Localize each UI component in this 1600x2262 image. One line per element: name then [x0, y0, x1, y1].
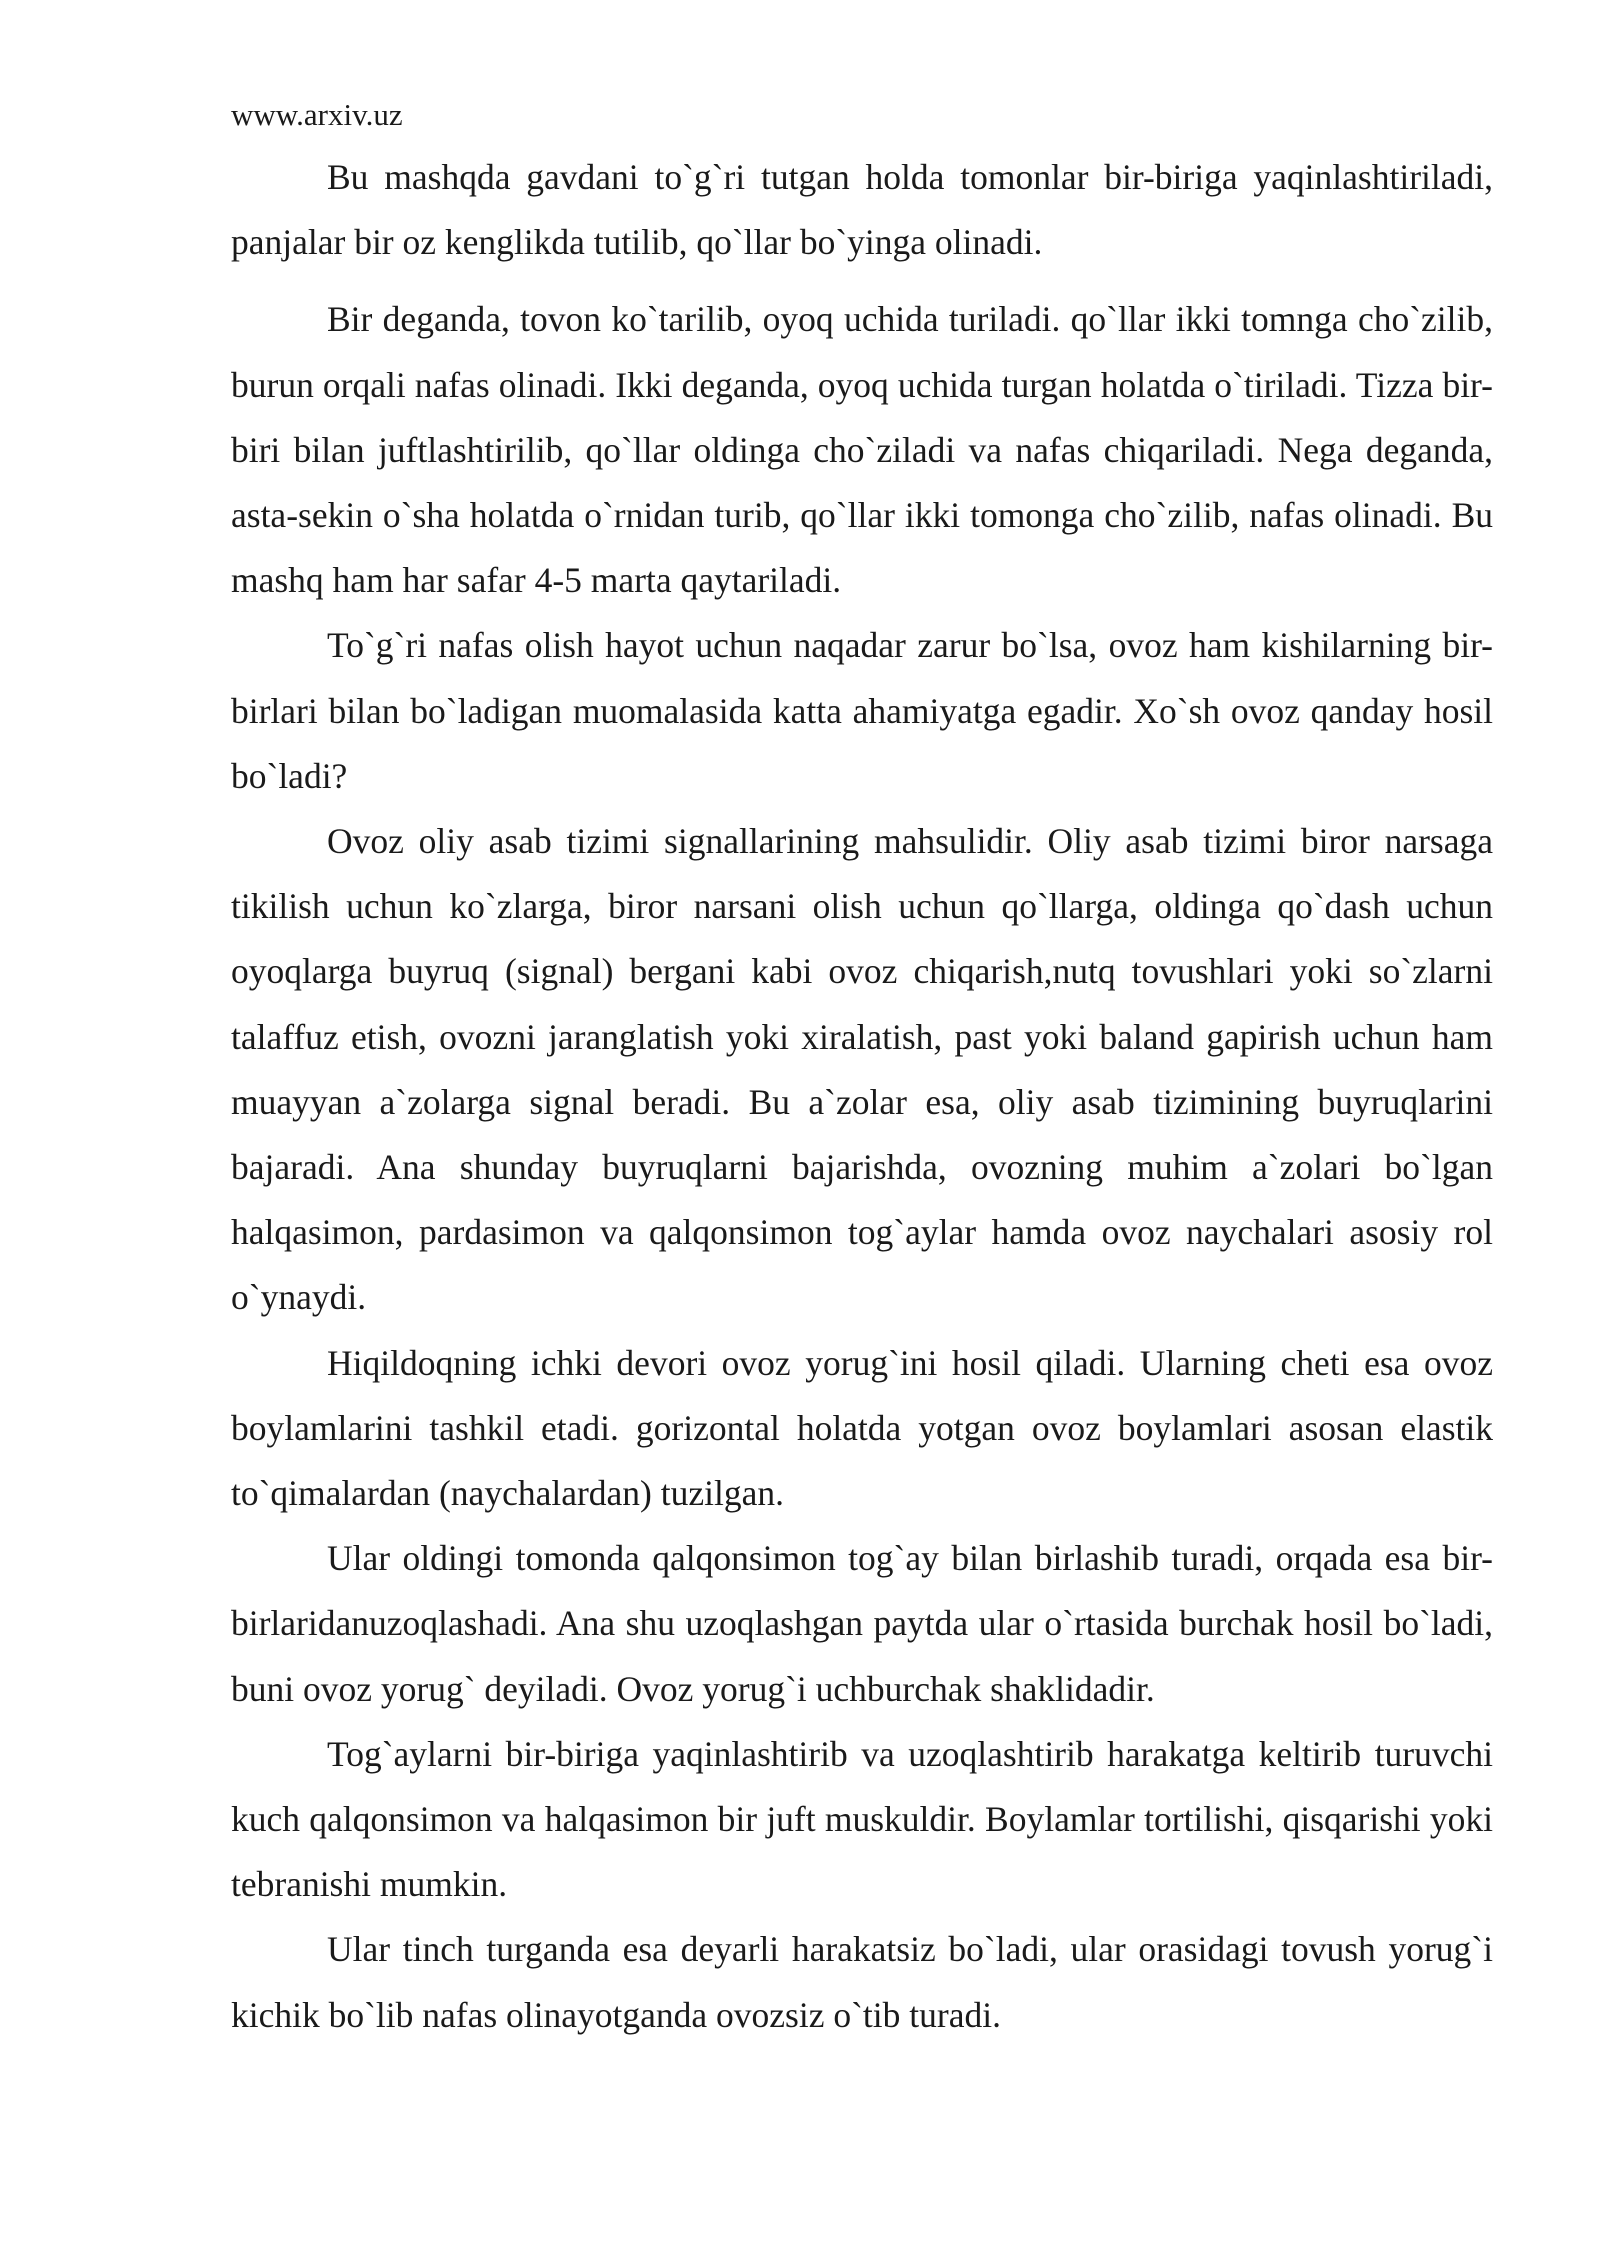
paragraph-2: Bir deganda, tovon ko`tarilib, oyoq uchida turiladi. qo`llar ikki tomnga cho`zilib, burun orqali nafas olinadi. Ikki deganda, oyoq uchida turgan holatda o`tiriladi. Tizza bir-biri bilan juftlashtirilib, qo`llar oldinga cho`ziladi va nafas chiqariladi. Nega deganda, asta-sekin o`sha holatda o`rnidan turib, qo`llar ikki tomonga cho`zilib, nafas olinadi. Bu mashq ham har safar 4-5 marta qaytariladi.	[231, 299, 1493, 601]
paragraph-4: Ovoz oliy asab tizimi signallarining mahsulidir. Oliy asab tizimi biror narsaga tikilish uchun ko`zlarga, biror narsani olish uchun qo`llarga, oldinga qo`dash uchun oyoqlarga buyruq (signal) bergani kabi ovoz chiqarish,nutq tovushlari yoki so`zlarni talaffuz etish, ovozni jaranglatish yoki xiralatish, past yoki baland gapirish uchun ham muayyan a`zolarga signal beradi. Bu a`zolar esa, oliy asab tizimining buyruqlarini bajaradi. Ana shunday buyruqlarni bajarishda, ovozning muhim a`zolari bo`lgan halqasimon, pardasimon va qalqonsimon tog`aylar hamda ovoz naychalari asosiy rol o`ynaydi.	[231, 821, 1493, 1318]
paragraph-7: Tog`aylarni bir-biriga yaqinlashtirib va uzoqlashtirib harakatga keltirib turuvchi kuch qalqonsimon va halqasimon bir juft muskuldir. Boylamlar tortilishi, qisqarishi yoki tebranishi mumkin.	[231, 1733, 1493, 1905]
paragraph-8: Ular tinch turganda esa deyarli harakatsiz bo`ladi, ular orasidagi tovush yorug`i kichik bo`lib nafas olinayotganda ovozsiz o`tib turadi.	[231, 1929, 1493, 2035]
paragraph-5: Hiqildoqning ichki devori ovoz yorug`ini hosil qiladi. Ularning cheti esa ovoz boylamlarini tashkil etadi. gorizontal holatda yotgan ovoz boylamlari asosan elastik to`qimalardan (naychalardan) tuzilgan.	[231, 1342, 1493, 1514]
paragraph-1: Bu mashqda gavdani to`g`ri tutgan holda tomonlar bir-biriga yaqinlashtiriladi, panjalar bir oz kenglikda tutilib, qo`llar bo`yinga olinadi.	[231, 157, 1493, 263]
paragraph-3: To`g`ri nafas olish hayot uchun naqadar zarur bo`lsa, ovoz ham kishilarning bir-birlari bilan bo`ladigan muomalasida katta ahamiyatga egadir. Xo`sh ovoz qanday hosil bo`ladi?	[231, 625, 1493, 796]
paragraph-6: Ular oldingi tomonda qalqonsimon tog`ay bilan birlashib turadi, orqada esa bir-birlaridanuzoqlashadi. Ana shu uzoqlashgan paytda ular o`rtasida burchak hosil bo`ladi, buni ovoz yorug` deyiladi. Ovoz yorug`i uchburchak shaklidadir.	[231, 1538, 1493, 1709]
site-header: www.arxiv.uz	[231, 97, 403, 132]
document-body	[231, 145, 1493, 2048]
